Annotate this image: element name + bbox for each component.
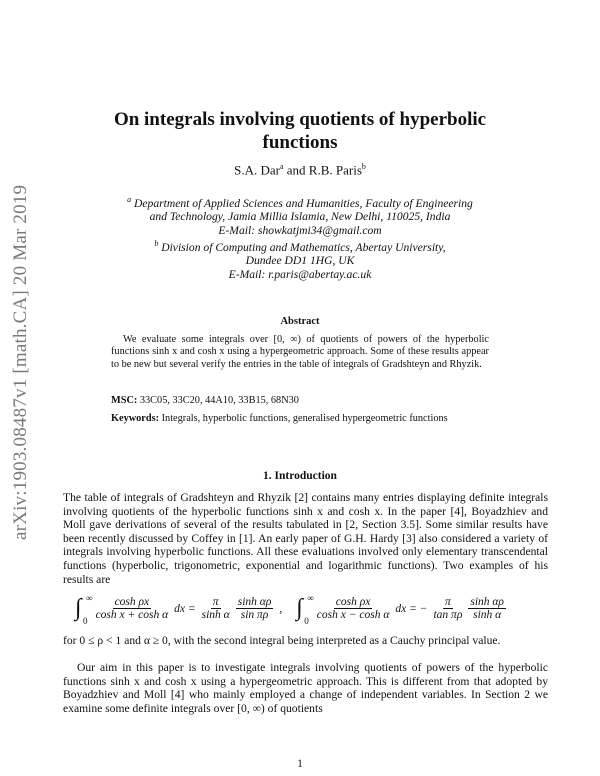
affil-marker: b <box>361 162 366 171</box>
affiliation-a-cont: and Technology, Jamia Millia Islamia, New Delhi, 110025, India <box>149 210 451 224</box>
authors <box>0 162 600 178</box>
numerator: sinh αρ <box>470 596 504 608</box>
msc-label: MSC: <box>111 395 138 406</box>
display-equation <box>75 593 555 626</box>
dx: dx = <box>174 602 196 615</box>
numerator: π <box>212 596 219 608</box>
numerator: cosh ρx <box>335 596 371 608</box>
fraction <box>317 596 390 621</box>
integral-symbol: ∫ <box>75 595 82 621</box>
intro-paragraph-3: Our aim in this paper is to investigate integrals involving quotients of powers of the hyperbolic functions sinh x and cosh x using a hypergeometric approach. This is different from that adopted by Boyadzhiev and Moll [4] who mainly employed a change of independent variables. In Section 2 we examine some definite integrals over [0, ∞) of quotients <box>63 661 548 715</box>
affiliation-b-cont: Dundee DD1 1HG, UK <box>245 254 355 268</box>
email-b: E-Mail: r.paris@abertay.ac.uk <box>228 267 372 281</box>
paper-title: On integrals involving quotients of hyperbolic functions <box>113 109 487 153</box>
author-dar: S.A. Dar <box>234 162 280 178</box>
page-number: 1 <box>297 758 303 770</box>
intro-paragraph-2: for 0 ≤ ρ < 1 and α ≥ 0, with the second integral being interpreted as a Cauchy principal value. <box>63 634 501 647</box>
denominator: cosh x − cosh α <box>316 609 390 621</box>
abstract-heading: Abstract <box>280 316 320 327</box>
affiliation-a: Department of Applied Sciences and Humanities, Faculty of Engineering <box>131 196 473 210</box>
keywords-line <box>111 413 448 424</box>
upper-limit: ∞ <box>307 593 314 603</box>
numerator: cosh ρx <box>114 596 150 608</box>
keywords: Integrals, hyperbolic functions, generalised hypergeometric functions <box>159 413 448 424</box>
integral-sign <box>75 593 93 626</box>
denominator: sinh α <box>473 609 502 621</box>
msc-codes: 33C05, 33C20, 44A10, 33B15, 68N30 <box>137 395 299 406</box>
fraction <box>202 596 230 621</box>
email-a: E-Mail: showkatjmi34@gmail.com <box>218 223 382 237</box>
fraction <box>96 596 169 621</box>
denominator: sin πρ <box>240 609 269 621</box>
affil-marker: a <box>127 195 132 204</box>
fraction <box>433 596 462 621</box>
affil-marker: b <box>154 239 159 249</box>
denominator: sinh α <box>201 609 230 621</box>
keywords-label: Keywords: <box>111 413 160 424</box>
abstract-text: We evaluate some integrals over [0, ∞) of quotients of powers of the hyperbolic functions sinh x and cosh x using a hypergeometric approach. Some of these results appear to be new but several verify the entries in the table of integrals of Gradshteyn and Rhyzik. <box>111 334 489 370</box>
lower-limit: 0 <box>83 616 88 626</box>
affil-marker: a <box>279 162 284 171</box>
integral-symbol: ∫ <box>296 595 303 621</box>
numerator: sinh αρ <box>237 596 272 608</box>
denominator: tan πρ <box>433 609 463 621</box>
numerator: π <box>445 596 451 608</box>
fraction <box>236 596 274 621</box>
comma: , <box>279 602 283 615</box>
integral-sign <box>296 593 314 626</box>
upper-limit: ∞ <box>86 593 93 603</box>
arxiv-identifier-stamp: arXiv:1903.08487v1 [math.CA] 20 Mar 2019 <box>10 184 31 540</box>
dx: dx = − <box>395 602 428 615</box>
lower-limit: 0 <box>304 616 309 626</box>
section-heading: 1. Introduction <box>263 470 337 482</box>
affiliations <box>100 193 500 281</box>
author-paris: and R.B. Paris <box>283 162 362 178</box>
fraction <box>468 596 506 621</box>
affiliation-b: Division of Computing and Mathematics, Abertay University, <box>158 240 446 254</box>
denominator: cosh x + cosh α <box>95 609 169 621</box>
msc-line <box>111 395 299 406</box>
intro-paragraph-1: The table of integrals of Gradshteyn and Rhyzik [2] contains many entries displaying definite integrals involving quotients of the hyperbolic functions sinh x and cosh x. In the paper [4], Boyadzhiev and Moll gave derivations of several of the results tabulated in [2, Section 3.5]. Some similar results have been recently discussed by Coffey in [1]. An early paper of G.H. Hardy [3] also considered a variety of integrals involving hyperbolic functions. All these evaluations involved only elementary transcendental functions (hyperbolic, trigonometric, exponential and logarithmic functions). Two examples of his results are <box>63 491 548 586</box>
